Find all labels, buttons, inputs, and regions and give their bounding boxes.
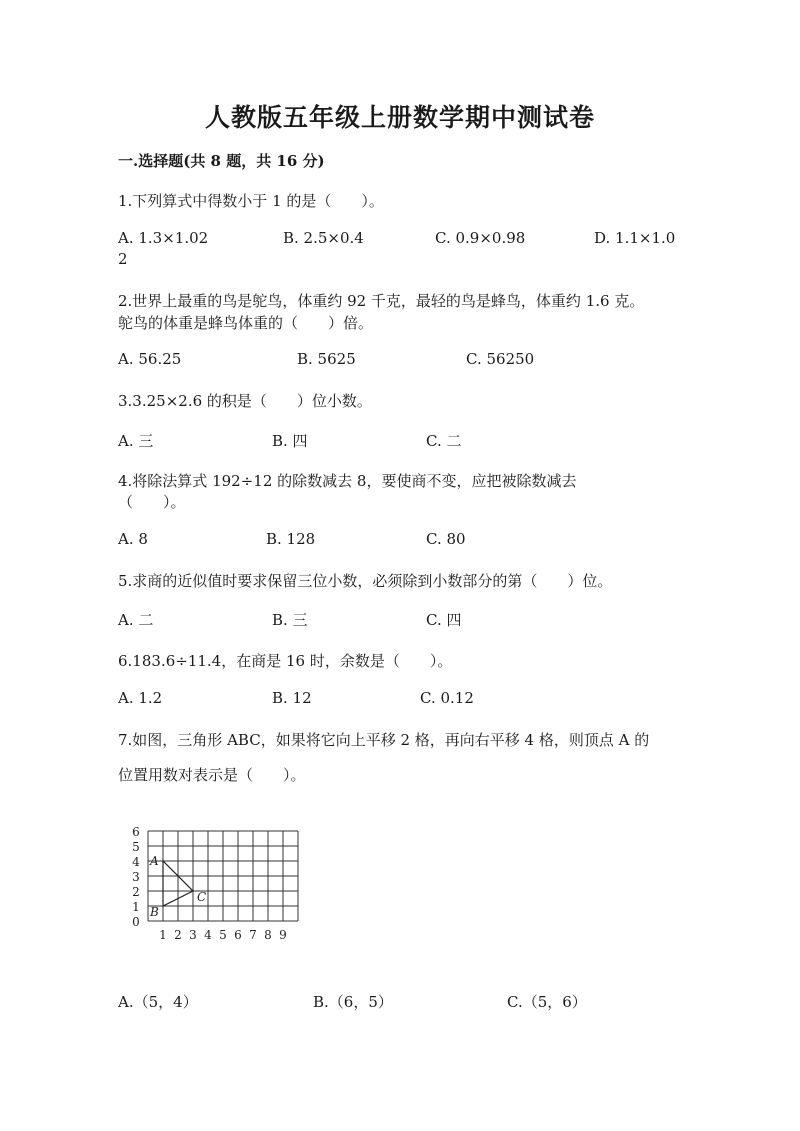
question-3-option-b[interactable]: B. 四 xyxy=(272,432,308,450)
x-tick-label: 3 xyxy=(189,928,197,942)
question-6-option-c[interactable]: C. 0.12 xyxy=(420,689,474,707)
question-4-option-a[interactable]: A. 8 xyxy=(118,530,148,548)
y-tick-label: 4 xyxy=(132,855,140,869)
x-tick-label: 2 xyxy=(174,928,182,942)
question-6-text: 6.183.6÷11.4，在商是 16 时，余数是（ ）。 xyxy=(118,652,453,670)
y-tick-label: 5 xyxy=(132,840,140,854)
vertex-label-b: B xyxy=(150,905,159,919)
question-4-text-line-2: （ ）。 xyxy=(118,493,186,511)
x-tick-label: 6 xyxy=(234,928,242,942)
question-4-text-line-1: 4.将除法算式 192÷12 的除数减去 8，要使商不变，应把被除数减去 xyxy=(118,472,577,490)
grid-lines xyxy=(148,831,298,921)
x-tick-label: 7 xyxy=(249,928,257,942)
question-3-text: 3.3.25×2.6 的积是（ ）位小数。 xyxy=(118,392,372,410)
question-2-option-a[interactable]: A. 56.25 xyxy=(118,350,182,368)
axis-labels xyxy=(132,825,287,942)
question-5-option-a[interactable]: A. 二 xyxy=(118,611,154,629)
question-4-option-c[interactable]: C. 80 xyxy=(426,530,466,548)
question-4-option-b[interactable]: B. 128 xyxy=(266,530,316,548)
x-tick-label: 5 xyxy=(219,928,227,942)
vertex-label-c: C xyxy=(197,890,207,904)
question-2-text-line-1: 2.世界上最重的鸟是鸵鸟，体重约 92 千克，最轻的鸟是蜂鸟，体重约 1.6 克。 xyxy=(118,292,645,310)
y-tick-label: 6 xyxy=(132,825,140,839)
question-1-option-a[interactable]: A. 1.3×1.02 xyxy=(118,229,209,247)
question-5-option-c[interactable]: C. 四 xyxy=(426,611,462,629)
question-6-option-b[interactable]: B. 12 xyxy=(272,689,312,707)
question-3-option-a[interactable]: A. 三 xyxy=(118,432,154,450)
x-tick-label: 9 xyxy=(279,928,287,942)
question-7-option-b[interactable]: B.（6，5） xyxy=(313,993,393,1011)
y-tick-label: 0 xyxy=(132,915,140,929)
question-7-option-a[interactable]: A.（5，4） xyxy=(118,993,198,1011)
question-2-option-c[interactable]: C. 56250 xyxy=(466,350,535,368)
x-tick-label: 1 xyxy=(159,928,167,942)
question-7-text-line-2: 位置用数对表示是（ ）。 xyxy=(118,766,306,784)
question-7-option-c[interactable]: C.（5，6） xyxy=(507,993,587,1011)
question-5-text: 5.求商的近似值时要求保留三位小数，必须除到小数部分的第（ ）位。 xyxy=(118,572,613,590)
question-1-text: 1.下列算式中得数小于 1 的是（ ）。 xyxy=(118,192,384,210)
question-1-option-b[interactable]: B. 2.5×0.4 xyxy=(283,229,364,247)
y-tick-label: 3 xyxy=(132,870,140,884)
vertex-label-a: A xyxy=(150,854,159,868)
question-6-option-a[interactable]: A. 1.2 xyxy=(118,689,163,707)
coordinate-grid-figure xyxy=(128,820,303,945)
x-tick-label: 4 xyxy=(204,928,212,942)
question-3-option-c[interactable]: C. 二 xyxy=(426,432,462,450)
question-7-text-line-1: 7.如图，三角形 ABC，如果将它向上平移 2 格，再向右平移 4 格，则顶点 A 的 xyxy=(118,731,650,749)
x-tick-label: 8 xyxy=(264,928,272,942)
y-tick-label: 2 xyxy=(132,885,140,899)
question-1-option-d[interactable]: D. 1.1×1.0 xyxy=(594,229,676,247)
question-1-option-d-wrap: 2 xyxy=(118,250,128,268)
question-1-option-c[interactable]: C. 0.9×0.98 xyxy=(435,229,526,247)
y-tick-label: 1 xyxy=(132,900,140,914)
section-heading: 一.选择题(共 8 题，共 16 分) xyxy=(118,152,325,170)
question-5-option-b[interactable]: B. 三 xyxy=(272,611,308,629)
page-title: 人教版五年级上册数学期中测试卷 xyxy=(204,103,595,132)
question-2-text-line-2: 鸵鸟的体重是蜂鸟体重的（ ）倍。 xyxy=(118,314,374,332)
question-2-option-b[interactable]: B. 5625 xyxy=(297,350,356,368)
